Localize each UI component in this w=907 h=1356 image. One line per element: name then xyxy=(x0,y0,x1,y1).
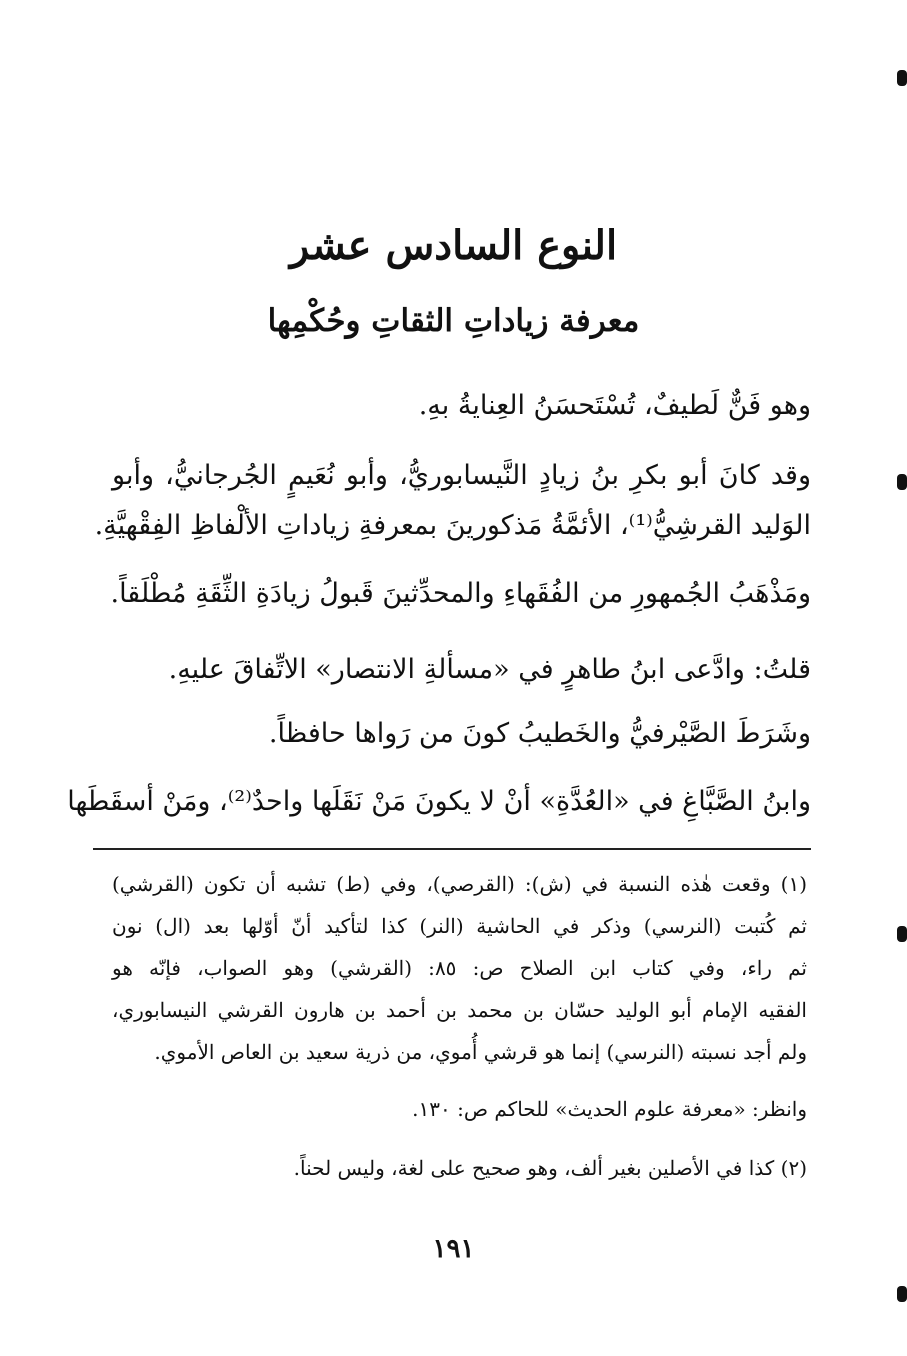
scan-edge-mark xyxy=(897,926,907,942)
body-paragraph-line: وابنُ الصَّبَّاغِ في «العُدَّةِ» أنْ لا يكونَ مَنْ نَقَلَها واحدٌ⁽²⁾، ومَنْ أسقَطَها xyxy=(67,786,811,817)
chapter-subtitle: معرفة زياداتِ الثقاتِ وحُكْمِها xyxy=(267,303,640,339)
body-paragraph-line: وهو فَنٌّ لَطيفٌ، تُسْتَحسَنُ العِنايةُ بهِ. xyxy=(418,390,811,421)
footnote-line: ثم كُتبت (النرسي) وذكر في الحاشية (النر) كذا لتأكيد أنّ أوّلها بعد (ال) نون xyxy=(112,914,807,938)
body-paragraph-line: ومَذْهَبُ الجُمهورِ من الفُقَهاءِ والمحدِّثينَ قَبولُ زيادَةِ الثِّقَةِ مُطْلَقاً. xyxy=(110,578,811,609)
page-number: ١٩١ xyxy=(432,1234,475,1264)
body-paragraph-line: الوَليد القرشِيُّ⁽¹⁾، الأئمَّةُ مَذكورينَ بمعرفةِ زياداتِ الألْفاظِ الفِقْهيَّةِ. xyxy=(94,510,811,541)
chapter-title: النوع السادس عشر xyxy=(289,222,618,269)
footnote-line: ولم أجد نسبته (النرسي) إنما هو قرشي أُموي، من ذرية سعيد بن العاص الأموي. xyxy=(154,1040,807,1064)
body-paragraph-line: وقد كانَ أبو بكرِ بنُ زيادٍ النَّيسابوريُّ، وأبو نُعَيمٍ الجُرجانيُّ، وأبو xyxy=(112,460,811,491)
footnote-line: ثم راء، وفي كتاب ابن الصلاح ص: ٨٥: (القرشي) وهو الصواب، فإنّه هو xyxy=(112,956,807,980)
body-paragraph-line: قلتُ: وادَّعى ابنُ طاهرٍ في «مسألةِ الانتصار» الاتِّفاقَ عليهِ. xyxy=(168,654,811,685)
footnote-divider xyxy=(93,848,811,850)
scan-edge-mark xyxy=(897,1286,907,1302)
footnote-line: وانظر: «معرفة علوم الحديث» للحاكم ص: ١٣٠. xyxy=(412,1097,807,1121)
footnote-line: (١) وقعت هٰذه النسبة في (ش): (القرصي)، وفي (ط) تشبه أن تكون (القرشي) xyxy=(112,872,807,896)
footnote-line: (٢) كذا في الأصلين بغير ألف، وهو صحيح على لغة، وليس لحناً. xyxy=(293,1156,807,1180)
scan-edge-mark xyxy=(897,474,907,490)
scan-edge-mark xyxy=(897,70,907,86)
body-paragraph-line: وشَرَطَ الصَّيْرفيُّ والخَطيبُ كونَ من رَواها حافظاً. xyxy=(268,718,811,749)
footnote-line: الفقيه الإمام أبو الوليد حسّان بن محمد بن أحمد بن هارون القرشي النيسابوري، xyxy=(112,998,807,1022)
